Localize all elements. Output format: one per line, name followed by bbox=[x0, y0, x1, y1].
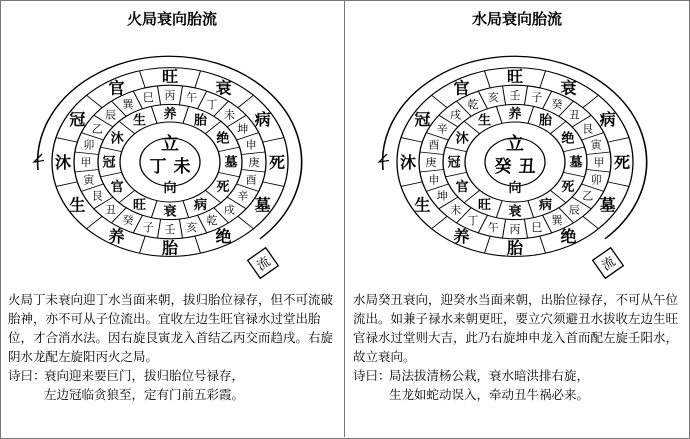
ring-divider bbox=[496, 106, 502, 123]
panel-text bbox=[8, 290, 338, 404]
arrow-icon bbox=[379, 154, 389, 162]
ring-divider bbox=[133, 91, 142, 109]
ring-divider bbox=[528, 201, 534, 218]
poem-line-1: 诗曰：局法拔清杨公栽，衰水暗洪排右旋， bbox=[353, 368, 590, 383]
inner-ring-label: 官 bbox=[110, 180, 124, 196]
inner-ring-label: 病 bbox=[193, 197, 208, 213]
ring-divider bbox=[183, 106, 189, 123]
mid-ring-label: 午 bbox=[487, 220, 499, 234]
ring-divider bbox=[524, 86, 527, 105]
inner-ring-label: 胎 bbox=[538, 113, 553, 129]
inner-ring-label: 冠 bbox=[102, 155, 116, 171]
ring-divider bbox=[608, 138, 629, 143]
mid-ring-label: 子 bbox=[531, 91, 543, 105]
ring-divider bbox=[524, 219, 527, 238]
poem-label: 诗曰： bbox=[8, 368, 46, 383]
ring-divider bbox=[583, 95, 599, 107]
ring-divider bbox=[139, 71, 145, 88]
inner-ring-label: 沐 bbox=[110, 131, 124, 147]
ring-divider bbox=[420, 170, 444, 173]
outer-ring-label: 官 bbox=[108, 78, 125, 98]
mid-ring-label: 子 bbox=[142, 220, 154, 234]
center-label: 未 bbox=[173, 157, 191, 177]
center-label: 丁 bbox=[149, 157, 167, 177]
ring-divider bbox=[484, 236, 490, 253]
inner-ring-label: 旺 bbox=[132, 197, 147, 213]
ring-divider bbox=[195, 71, 201, 88]
ring-divider bbox=[139, 236, 145, 253]
mid-ring-label: 丑 bbox=[568, 108, 580, 122]
description: 火局丁未衰向迎丁水当面来朝，拔归胎位禄存，但不可流破胎神，亦不可从子位流出。宜收左边生旺官禄水过堂出胎位，才合消水法。因右旋艮寅龙入首结乙丙交而趋戌。右旋阴水龙配左旋阳丙火之局。 bbox=[8, 292, 334, 364]
ring-divider bbox=[608, 182, 629, 187]
inner-ring-label: 冠 bbox=[447, 155, 461, 171]
ring-divider bbox=[87, 216, 103, 228]
outer-ring-label: 旺 bbox=[161, 67, 179, 87]
ring-divider bbox=[263, 182, 284, 187]
ring-divider bbox=[198, 215, 207, 233]
outer-ring-label: 衰 bbox=[215, 78, 232, 98]
ring-divider bbox=[496, 201, 502, 218]
inner-ring-label: 胎 bbox=[193, 113, 208, 129]
ring-divider bbox=[157, 219, 160, 238]
ring-divider bbox=[401, 138, 422, 143]
outer-ring-label: 病 bbox=[599, 109, 616, 129]
mid-ring-label: 巳 bbox=[531, 220, 543, 234]
outer-ring-label: 养 bbox=[108, 226, 125, 246]
ring-divider bbox=[87, 95, 103, 107]
mid-ring-label: 酉 bbox=[245, 173, 257, 187]
outer-ring-label: 墓 bbox=[254, 195, 271, 215]
mid-ring-label: 辰 bbox=[568, 203, 580, 217]
mid-ring-label: 辛 bbox=[237, 189, 249, 203]
poem-line-1: 诗曰：衰向迎来要巨门，拔归胎位号禄存， bbox=[8, 368, 245, 383]
ring-divider bbox=[198, 91, 207, 109]
mid-ring-label: 甲 bbox=[80, 155, 92, 169]
mid-ring-label: 申 bbox=[428, 173, 440, 187]
ring-divider bbox=[502, 86, 505, 105]
inner-ring-label: 死 bbox=[561, 180, 575, 196]
mid-ring-label: 艮 bbox=[91, 189, 103, 203]
ring-divider bbox=[157, 86, 160, 105]
mid-ring-label: 寅 bbox=[83, 173, 95, 187]
inner-ring-label: 衰 bbox=[163, 204, 177, 220]
center-label: 癸 bbox=[494, 157, 512, 177]
mid-ring-label: 辰 bbox=[105, 108, 117, 122]
outer-ring-label: 沐 bbox=[54, 152, 72, 172]
ring-divider bbox=[238, 216, 254, 228]
ring-divider bbox=[420, 152, 444, 155]
outer-ring-label: 衰 bbox=[560, 78, 577, 98]
poem-label: 诗曰： bbox=[353, 368, 391, 383]
mid-ring-label: 癸 bbox=[122, 214, 134, 228]
outer-ring-label: 绝 bbox=[560, 226, 577, 246]
mid-ring-label: 丙 bbox=[164, 88, 176, 102]
ring-divider bbox=[401, 182, 422, 187]
ring-divider bbox=[179, 219, 182, 238]
inner-ring-label: 病 bbox=[538, 197, 553, 213]
ring-divider bbox=[478, 215, 487, 233]
outer-ring-label: 沐 bbox=[399, 152, 417, 172]
ring-divider bbox=[195, 236, 201, 253]
outer-ring-label: 旺 bbox=[506, 67, 524, 87]
mid-ring-label: 戌 bbox=[450, 108, 462, 122]
mid-ring-label: 寅 bbox=[590, 138, 602, 152]
ring-divider bbox=[100, 172, 121, 177]
compass-wheel bbox=[20, 46, 320, 286]
outer-ring-label: 墓 bbox=[599, 195, 616, 215]
ring-divider bbox=[133, 215, 142, 233]
ring-divider bbox=[586, 152, 610, 155]
panel-title: 火局衰向胎流 bbox=[126, 10, 217, 28]
inner-ring-label: 衰 bbox=[508, 204, 522, 220]
inner-ring-label: 墓 bbox=[569, 155, 583, 171]
ring-divider bbox=[238, 95, 254, 107]
inner-ring-label: 养 bbox=[163, 106, 177, 122]
ring-divider bbox=[218, 172, 239, 177]
inner-ring-label: 官 bbox=[455, 180, 469, 196]
ring-divider bbox=[543, 91, 552, 109]
ring-divider bbox=[263, 138, 284, 143]
ring-divider bbox=[100, 147, 121, 152]
mid-ring-label: 卯 bbox=[83, 138, 95, 152]
inner-ring-label: 绝 bbox=[216, 131, 230, 147]
mid-ring-label: 壬 bbox=[164, 223, 176, 237]
center-label: 向 bbox=[163, 181, 177, 196]
outer-ring-label: 冠 bbox=[69, 109, 86, 129]
mid-ring-label: 庚 bbox=[425, 155, 437, 169]
mid-ring-label: 坤 bbox=[436, 189, 448, 203]
outer-ring-label: 胎 bbox=[161, 238, 179, 258]
ring-divider bbox=[563, 147, 584, 152]
ring-divider bbox=[75, 152, 99, 155]
ring-divider bbox=[183, 201, 189, 218]
outer-ring-label: 生 bbox=[414, 195, 431, 215]
ring-divider bbox=[563, 172, 584, 177]
mid-ring-label: 辛 bbox=[436, 122, 448, 136]
outer-ring-label: 死 bbox=[613, 152, 631, 172]
outer-ring-label: 绝 bbox=[215, 226, 232, 246]
ring-divider bbox=[478, 91, 487, 109]
ring-divider bbox=[540, 71, 546, 88]
description: 水局癸丑衰向，迎癸水当面来朝，出胎位禄存，不可从午位流出。如兼子禄水来朝更旺，要立穴须避丑水拔收左边生旺官禄水过堂则大吉，此乃右旋坤申龙入首而配左旋壬阳水，故立衰向。 bbox=[353, 292, 679, 364]
ring-divider bbox=[484, 71, 490, 88]
ring-divider bbox=[56, 182, 77, 187]
compass-wheel bbox=[365, 46, 665, 286]
mid-ring-label: 丁 bbox=[206, 97, 218, 111]
mid-ring-label: 巳 bbox=[142, 91, 154, 105]
outer-ring-label: 生 bbox=[69, 195, 86, 215]
mid-ring-label: 卯 bbox=[590, 173, 602, 187]
mid-ring-label: 酉 bbox=[428, 138, 440, 152]
panel-fire bbox=[0, 0, 344, 437]
mid-ring-label: 丁 bbox=[467, 214, 479, 228]
mid-ring-label: 乙 bbox=[91, 122, 103, 136]
inner-ring-label: 绝 bbox=[561, 131, 575, 147]
arrow-icon bbox=[34, 154, 44, 162]
ring-divider bbox=[502, 219, 505, 238]
outer-ring-label: 冠 bbox=[414, 109, 431, 129]
mid-ring-label: 亥 bbox=[487, 91, 499, 105]
ring-divider bbox=[56, 138, 77, 143]
poem-line-2: 左边冠临贪狼至，定有门前五彩霞。 bbox=[44, 387, 245, 402]
mid-ring-label: 乙 bbox=[582, 189, 594, 203]
ring-divider bbox=[432, 95, 448, 107]
panel-water bbox=[344, 0, 689, 437]
mid-ring-label: 亥 bbox=[186, 220, 198, 234]
mid-ring-label: 乾 bbox=[467, 97, 479, 111]
outflow-gate-label: 流 bbox=[254, 254, 274, 275]
ring-divider bbox=[151, 201, 157, 218]
center-label: 立 bbox=[506, 134, 524, 155]
inner-ring-label: 生 bbox=[477, 113, 492, 129]
mid-ring-label: 未 bbox=[223, 108, 235, 122]
center-label: 立 bbox=[161, 134, 179, 155]
outer-ring-label: 胎 bbox=[506, 238, 524, 258]
ring-divider bbox=[543, 215, 552, 233]
mid-ring-label: 丑 bbox=[105, 203, 117, 217]
mid-ring-label: 壬 bbox=[509, 88, 521, 102]
outer-ring-label: 官 bbox=[453, 78, 470, 98]
mid-ring-label: 丙 bbox=[509, 223, 521, 237]
ring-divider bbox=[151, 106, 157, 123]
mid-ring-label: 未 bbox=[450, 203, 462, 217]
outer-ring-label: 养 bbox=[453, 226, 470, 246]
inner-ring-label: 旺 bbox=[477, 197, 492, 213]
mid-ring-label: 午 bbox=[186, 91, 198, 105]
ring-divider bbox=[583, 216, 599, 228]
mid-ring-label: 乾 bbox=[206, 214, 218, 228]
ring-divider bbox=[241, 170, 265, 173]
inner-ring-label: 死 bbox=[216, 180, 230, 196]
ring-divider bbox=[241, 152, 265, 155]
mid-ring-label: 庚 bbox=[248, 155, 260, 169]
ring-divider bbox=[586, 170, 610, 173]
ring-divider bbox=[75, 170, 99, 173]
center-label: 向 bbox=[508, 181, 522, 196]
outer-ring-label: 死 bbox=[268, 152, 286, 172]
ring-divider bbox=[432, 216, 448, 228]
inner-ring-label: 沐 bbox=[455, 131, 469, 147]
ring-divider bbox=[445, 172, 466, 177]
mid-ring-label: 申 bbox=[245, 138, 257, 152]
outflow-gate-label: 流 bbox=[599, 254, 619, 275]
panel-title: 水局衰向胎流 bbox=[471, 10, 562, 28]
mid-ring-label: 甲 bbox=[593, 155, 605, 169]
mid-ring-label: 坤 bbox=[237, 122, 249, 136]
mid-ring-label: 戌 bbox=[223, 203, 235, 217]
panel-text bbox=[353, 290, 683, 404]
inner-ring-label: 墓 bbox=[224, 155, 238, 171]
ring-divider bbox=[528, 106, 534, 123]
mid-ring-label: 艮 bbox=[582, 122, 594, 136]
outer-ring-label: 病 bbox=[254, 109, 271, 129]
inner-ring-label: 养 bbox=[508, 106, 522, 122]
ring-divider bbox=[445, 147, 466, 152]
mid-ring-label: 巽 bbox=[551, 214, 563, 228]
inner-ring-label: 生 bbox=[132, 113, 147, 129]
poem-line-2: 生龙如蛇动误入，牵动丑牛祸必来。 bbox=[389, 387, 590, 402]
mid-ring-label: 巽 bbox=[122, 97, 134, 111]
center-label: 丑 bbox=[518, 157, 536, 177]
mid-ring-label: 癸 bbox=[551, 97, 563, 111]
ring-divider bbox=[179, 86, 182, 105]
ring-divider bbox=[540, 236, 546, 253]
ring-divider bbox=[218, 147, 239, 152]
